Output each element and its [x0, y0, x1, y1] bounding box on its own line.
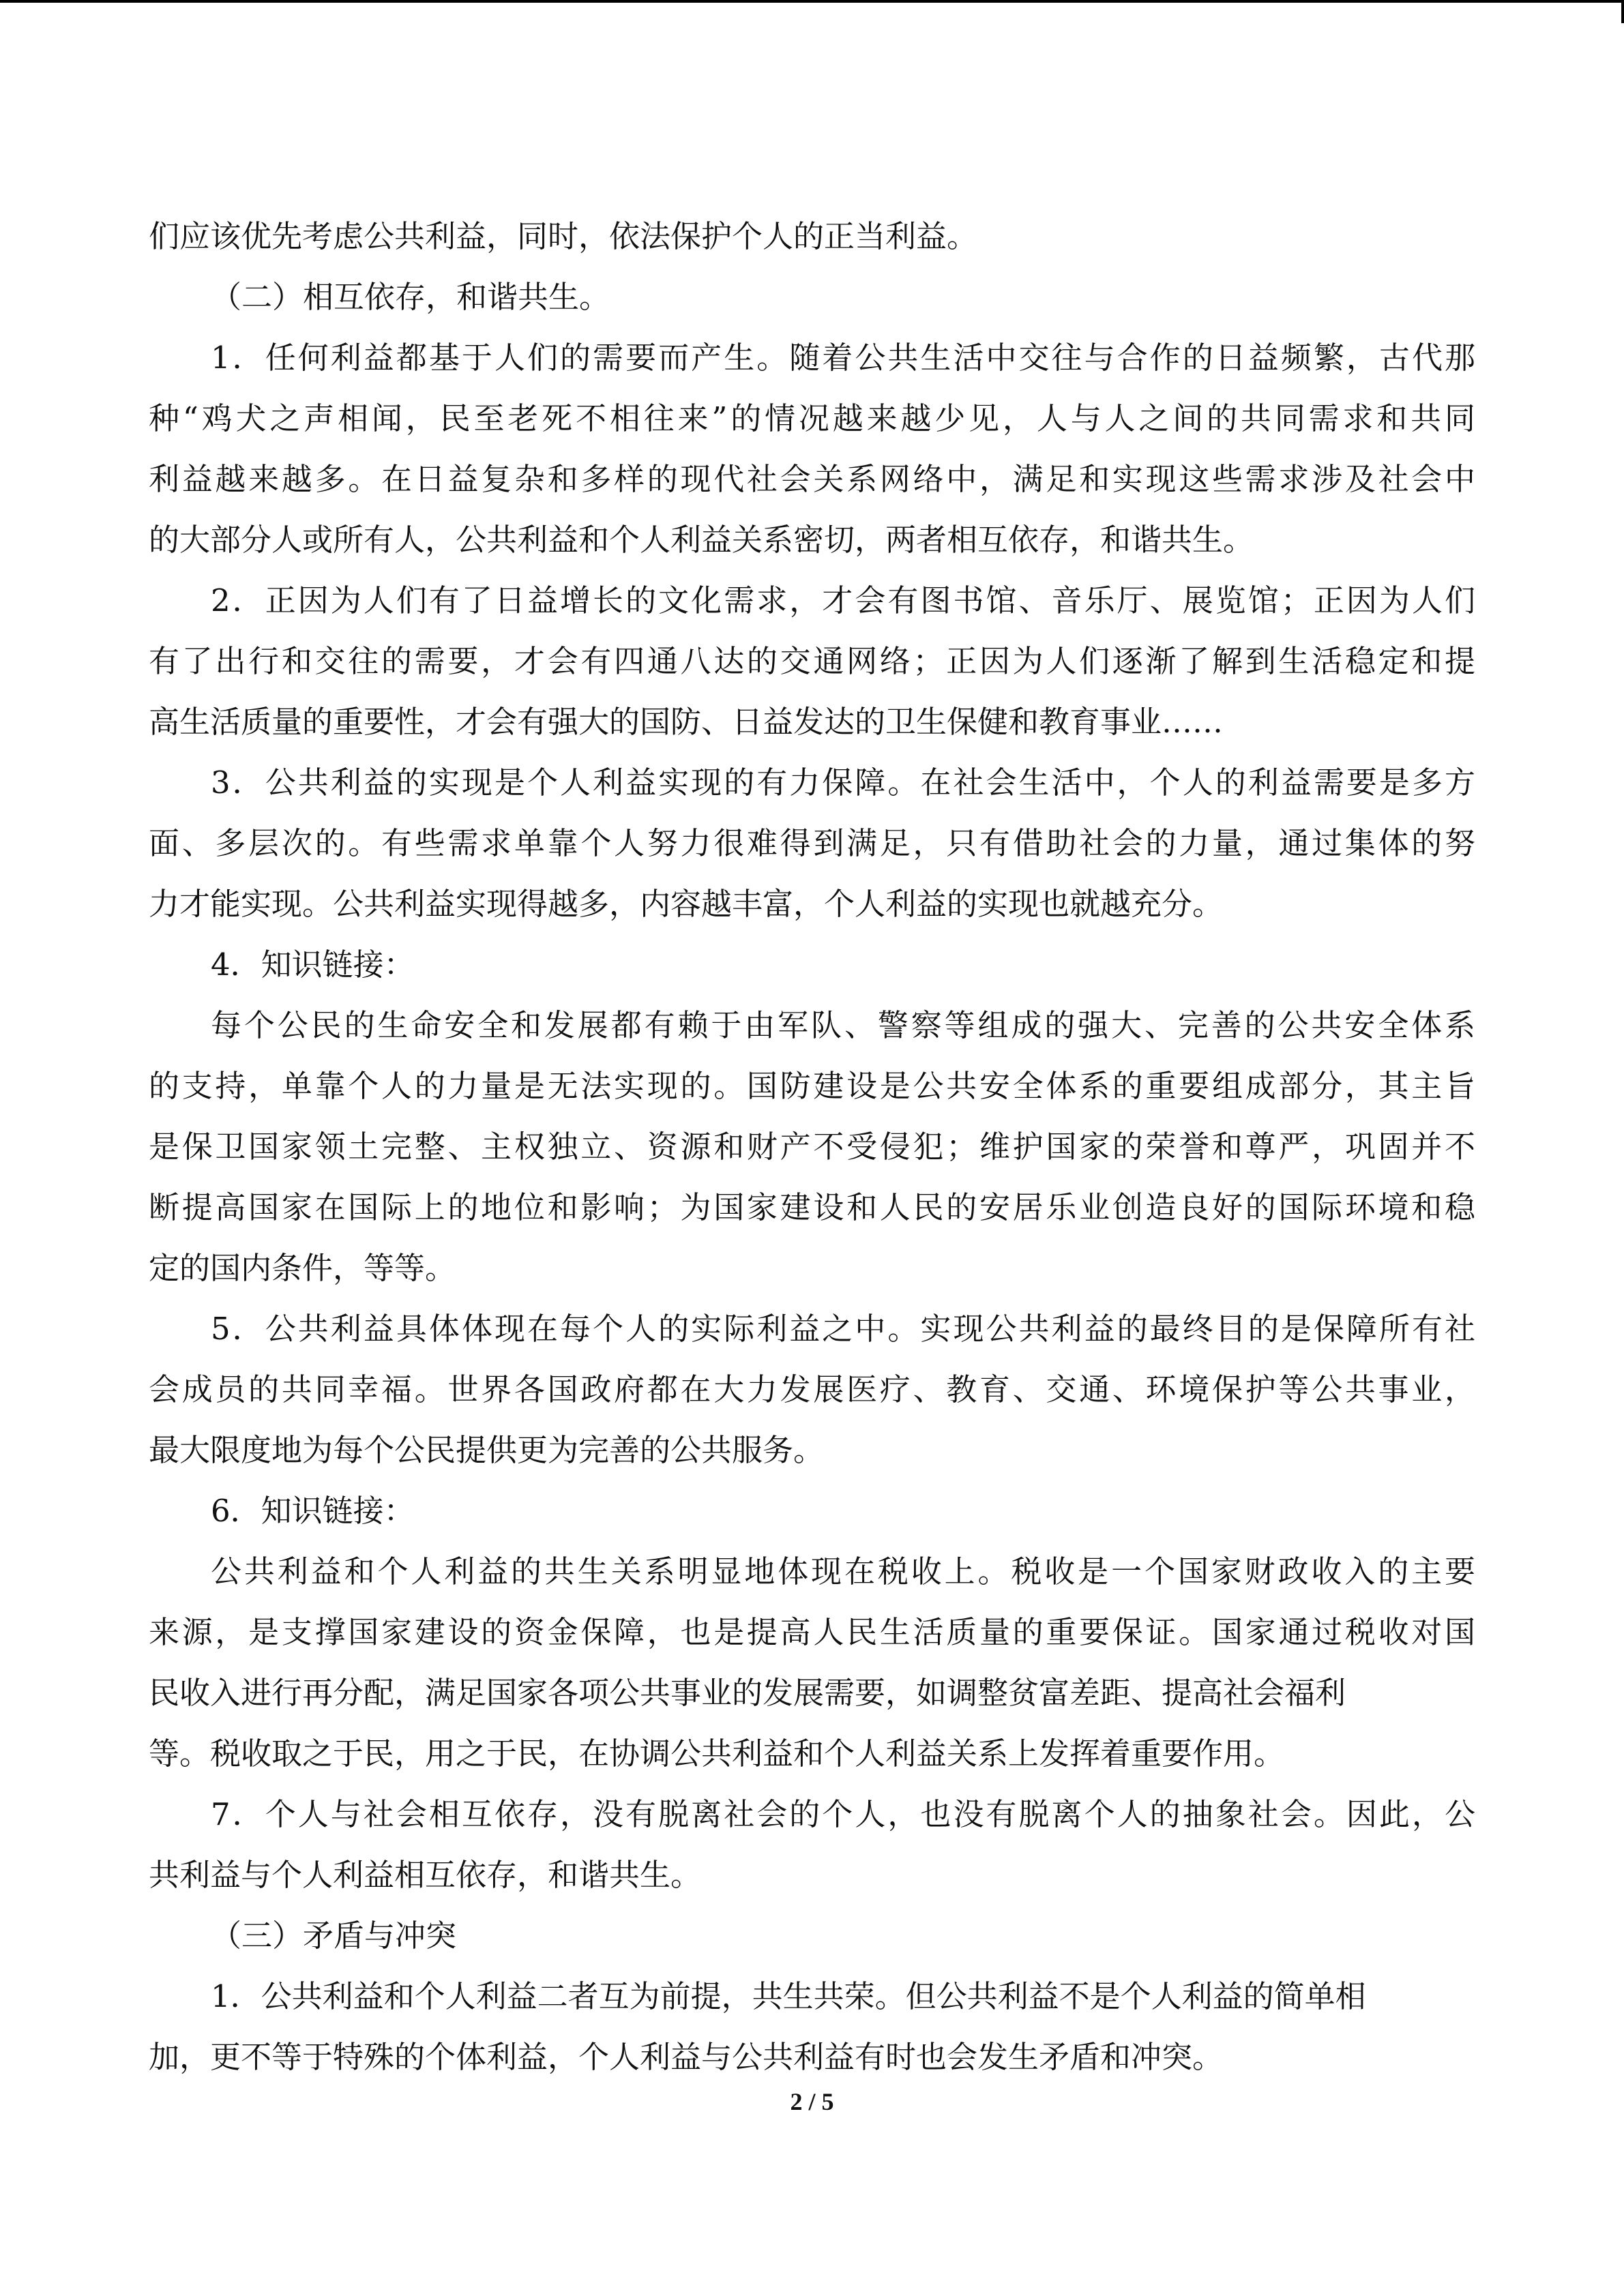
text-line: 利益越来越多。在日益复杂和多样的现代社会关系网络中，满足和实现这些需求涉及社会中	[149, 461, 1475, 497]
text-line: 断提高国家在国际上的地位和影响；为国家建设和人民的安居乐业创造良好的国际环境和稳	[149, 1189, 1475, 1225]
text-line: 7．个人与社会相互依存，没有脱离社会的个人，也没有脱离个人的抽象社会。因此，公	[211, 1796, 1475, 1832]
section-heading: （二）相互依存，和谐共生。	[211, 279, 610, 315]
text-line: 们应该优先考虑公共利益，同时，依法保护个人的正当利益。	[149, 218, 978, 254]
text-line: 公共利益和个人利益的共生关系明显地体现在税收上。税收是一个国家财政收入的主要	[211, 1553, 1475, 1590]
text-line: 1．公共利益和个人利益二者互为前提，共生共荣。但公共利益不是个人利益的简单相	[211, 1978, 1366, 2014]
text-line: 3．公共利益的实现是个人利益实现的有力保障。在社会生活中，个人的利益需要是多方	[211, 764, 1475, 801]
top-right-corner-mark	[1621, 0, 1624, 23]
text-line: 高生活质量的重要性，才会有强大的国防、日益发达的卫生保健和教育事业……	[149, 704, 1224, 740]
text-line: 种“鸡犬之声相闻，民至老死不相往来”的情况越来越少见，人与人之间的共同需求和共同	[149, 400, 1475, 436]
text-line: 民收入进行再分配，满足国家各项公共事业的发展需要，如调整贫富差距、提高社会福利	[149, 1675, 1346, 1711]
text-line: 加，更不等于特殊的个体利益，个人利益与公共利益有时也会发生矛盾和冲突。	[149, 2039, 1224, 2075]
text-line: 1．任何利益都基于人们的需要而产生。随着公共生活中交往与合作的日益频繁，古代那	[211, 340, 1475, 376]
text-line: 6．知识链接：	[211, 1493, 415, 1529]
text-line: 每个公民的生命安全和发展都有赖于由军队、警察等组成的强大、完善的公共安全体系	[211, 1007, 1475, 1043]
text-line: 的大部分人或所有人，公共利益和个人利益关系密切，两者相互依存，和谐共生。	[149, 522, 1254, 558]
section-heading: （三）矛盾与冲突	[211, 1918, 457, 1954]
text-line: 力才能实现。公共利益实现得越多，内容越丰富，个人利益的实现也就越充分。	[149, 886, 1224, 922]
text-line: 定的国内条件，等等。	[149, 1250, 456, 1286]
text-line: 最大限度地为每个公民提供更为完善的公共服务。	[149, 1432, 825, 1468]
text-line: 面、多层次的。有些需求单靠个人努力很难得到满足，只有借助社会的力量，通过集体的努	[149, 825, 1475, 861]
document-body	[149, 206, 1475, 2087]
page-number: 2 / 5	[790, 2088, 834, 2115]
text-line: 是保卫国家领土完整、主权独立、资源和财产不受侵犯；维护国家的荣誉和尊严，巩固并不	[149, 1129, 1475, 1165]
text-line: 5．公共利益具体体现在每个人的实际利益之中。实现公共利益的最终目的是保障所有社	[211, 1311, 1475, 1347]
text-line: 来源，是支撑国家建设的资金保障，也是提高人民生活质量的重要保证。国家通过税收对国	[149, 1614, 1475, 1650]
text-line: 会成员的共同幸福。世界各国政府都在大力发展医疗、教育、交通、环境保护等公共事业，	[149, 1371, 1475, 1407]
text-line: 等。税收取之于民，用之于民，在协调公共利益和个人利益关系上发挥着重要作用。	[149, 1735, 1285, 1772]
text-line: 2．正因为人们有了日益增长的文化需求，才会有图书馆、音乐厅、展览馆；正因为人们	[211, 582, 1475, 618]
top-border-line	[0, 0, 1624, 3]
text-line: 有了出行和交往的需要，才会有四通八达的交通网络；正因为人们逐渐了解到生活稳定和提	[149, 643, 1475, 679]
text-line: 共利益与个人利益相互依存，和谐共生。	[149, 1857, 702, 1893]
text-line: 的支持，单靠个人的力量是无法实现的。国防建设是公共安全体系的重要组成部分，其主旨	[149, 1068, 1475, 1104]
text-line: 4．知识链接：	[211, 946, 415, 983]
